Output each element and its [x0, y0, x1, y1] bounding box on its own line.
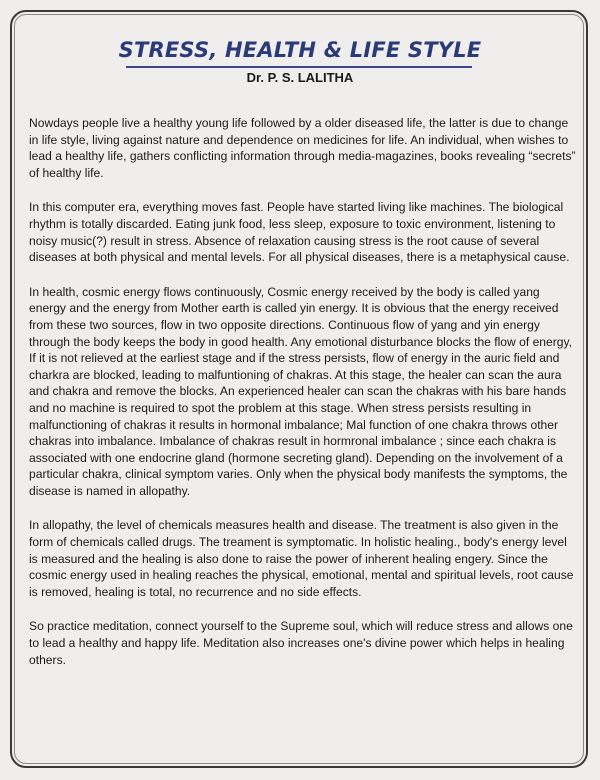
paragraph: In allopathy, the level of chemicals measures health and disease. The treatment is also given in the form of chemicals called drugs. The treament is symptomatic. In holistic healing., body's energy level is measured and the healing is also done to raise the power of inherent healing engery. Since the cosmic energy used in healing reaches the physical, emotional, mental and spiritual levels, root cause is removed, healing is total, no recurrence and no side effects. [29, 518, 574, 599]
paragraph: So practice meditation, connect yourself to the Supreme soul, which will reduce stress and allows one to lead a healthy and happy life. Meditation also increases one's divine power which helps in healing others. [29, 619, 573, 667]
article-title: STRESS, HEALTH & LIFE STYLE [118, 38, 482, 62]
title-underline [126, 66, 472, 68]
paragraph: Nowdays people live a healthy young life followed by a older diseased life, the latter is due to change in life style, living against nature and dependence on medicines for life. An individual, when wishes to lead a healthy life, gathers conflicting information through media-magazines, books revealing “secrets” of healthy life. [29, 116, 576, 180]
article-author: Dr. P. S. LALITHA [246, 70, 354, 85]
article-body [29, 115, 578, 686]
paragraph: In health, cosmic energy flows continuously, Cosmic energy received by the body is called yang energy and the energy from Mother earth is called yin energy. It is obvious that the energy received from these two sources, flow in two opposite directions. Continuous flow of yang and yin energy through the body keeps the body in good health. Any emotional disturbance blocks the flow of energy, If it is not relieved at the earliest stage and if the stress persists, flow of energy in the auric field and charkra are blocked, leading to malfuntioning of chakras. At this stage, the healer can scan the aura and chakra and remove the blocks. An experienced healer can scan the chakras with his bare hands and no machine is required to spot the problem at this stage. When stress persists resulting in malfunctioning of chakras it results in hormonal imbalance; Mal function of one chakra throws other chakras into imbalance. Imbalance of chakras result in hormronal imbalance ; since each chakra is associated with one endocrine gland (hormone secreting gland). Depending on the involvement of a particular chakra, clinical symptom varies. Only when the physical body manifests the symptoms, the disease is named in allopathy. [29, 284, 573, 498]
paragraph: In this computer era, everything moves fast. People have started living like machines. The biological rhythm is totally discarded. Eating junk food, less sleep, exposure to toxic environment, listening to noisy music(?) result in stress. Absence of relaxation causing stress is the root cause of several diseases at both physical and mental levels. For all physical diseases, there is a metaphysical cause. [29, 200, 570, 265]
